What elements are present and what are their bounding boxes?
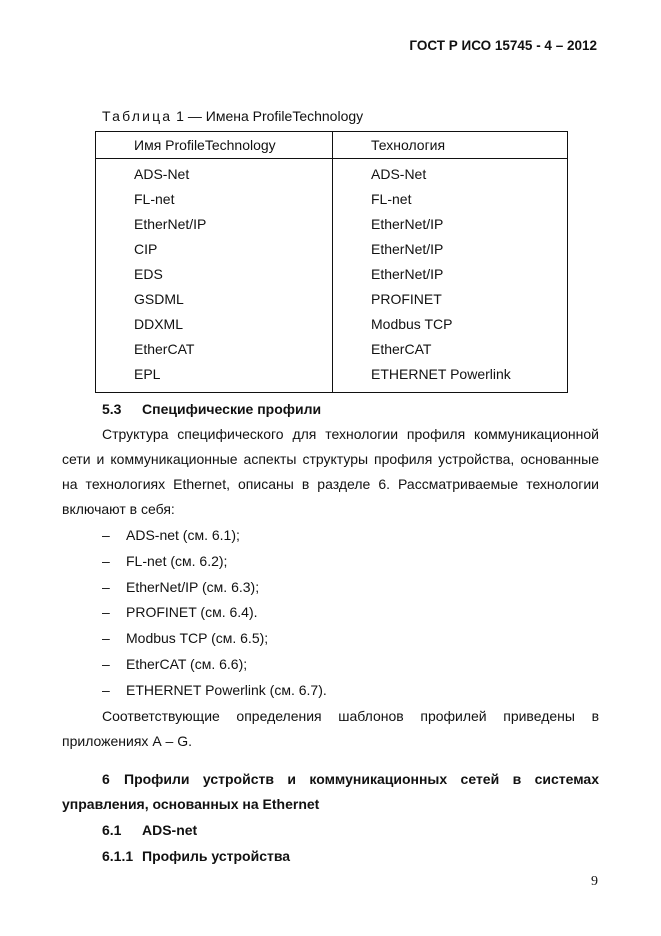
table-cell: ETHERNET Powerlink: [371, 365, 511, 382]
table-header-row: [96, 132, 568, 159]
list-item: [102, 579, 259, 595]
table-cell: FL-net: [96, 186, 333, 211]
table-cell: EPL: [96, 361, 333, 393]
dash-marker: –: [102, 527, 110, 543]
table-cell: EtherCAT: [371, 340, 432, 357]
page-number: 9: [591, 874, 598, 889]
table-row: [96, 211, 568, 236]
table-cell: PROFINET: [371, 290, 442, 307]
section-5-3-heading: [102, 401, 321, 417]
list-item-text: ADS-net (см. 6.1);: [126, 527, 240, 543]
list-item: [102, 553, 227, 569]
table-cell: EtherNet/IP: [96, 211, 333, 236]
list-item: [102, 682, 327, 698]
table-row: [96, 261, 568, 286]
section-title: Специфические профили: [142, 401, 322, 417]
section-number: 6.1: [102, 822, 122, 838]
list-item: [102, 604, 258, 620]
table-cell: EtherNet/IP: [371, 240, 444, 257]
dash-marker: –: [102, 579, 110, 595]
table-row: [96, 186, 568, 211]
dash-marker: –: [102, 630, 110, 646]
dash-marker: –: [102, 682, 110, 698]
table-cell: FL-net: [371, 190, 412, 207]
closing-paragraph: [62, 704, 599, 754]
section-6-heading: [62, 767, 599, 817]
table-caption: [102, 108, 363, 124]
column-header-technology: Технология: [333, 132, 568, 159]
list-item: [102, 527, 240, 543]
table-row: [96, 311, 568, 336]
dash-marker: –: [102, 656, 110, 672]
table-row: [96, 361, 568, 393]
profile-technology-table: [95, 131, 568, 393]
table-caption-prefix: Таблица: [102, 108, 173, 124]
table-row: [96, 236, 568, 261]
table-cell: EDS: [96, 261, 333, 286]
table-cell: EtherNet/IP: [371, 215, 444, 232]
list-item-text: ETHERNET Powerlink (см. 6.7).: [126, 682, 327, 698]
section-6-1-1-heading: [102, 848, 290, 864]
section-title: Профили устройств и коммуникационных сетей в системах управления, основанных на Ethernet: [62, 771, 599, 812]
list-item: [102, 656, 247, 672]
table-cell: CIP: [96, 236, 333, 261]
section-number: 6.1.1: [102, 848, 134, 864]
section-6-1-heading: [102, 822, 197, 838]
table-cell: DDXML: [96, 311, 333, 336]
list-item-text: EtherCAT (см. 6.6);: [126, 656, 248, 672]
table-caption-text: 1 — Имена ProfileTechnology: [172, 108, 364, 124]
list-item-text: PROFINET (см. 6.4).: [126, 604, 258, 620]
table-cell: EtherNet/IP: [371, 265, 444, 282]
document-header: ГОСТ Р ИСО 15745 - 4 – 2012: [409, 38, 597, 53]
table-cell: ADS-Net: [96, 159, 333, 187]
table-cell: GSDML: [96, 286, 333, 311]
paragraph-text: Соответствующие определения шаблонов профилей приведены в приложениях А – G.: [62, 708, 599, 749]
list-item-text: Modbus TCP (см. 6.5);: [126, 630, 269, 646]
column-header-profile-name: Имя ProfileTechnology: [96, 132, 333, 159]
table-cell: EtherCAT: [96, 336, 333, 361]
section-title: ADS-net: [142, 822, 198, 838]
section-number: 6: [102, 771, 110, 787]
section-5-3-paragraph: [62, 422, 599, 522]
dash-marker: –: [102, 604, 110, 620]
section-number: 5.3: [102, 401, 122, 417]
table-row: [96, 159, 568, 187]
list-item-text: FL-net (см. 6.2);: [126, 553, 228, 569]
list-item: [102, 630, 268, 646]
paragraph-text: Структура специфического для технологии профиля коммуникационной сети и коммуникационные аспекты структуры профиля устройства, основанные на технологиях Ethernet, описаны в разделе 6. Рассматриваемые технологии включают в себя:: [62, 426, 599, 517]
table-cell: ADS-Net: [371, 165, 427, 182]
table-row: [96, 286, 568, 311]
table-cell: Modbus TCP: [371, 315, 453, 332]
table-row: [96, 336, 568, 361]
list-item-text: EtherNet/IP (см. 6.3);: [126, 579, 260, 595]
dash-marker: –: [102, 553, 110, 569]
section-title: Профиль устройства: [142, 848, 291, 864]
